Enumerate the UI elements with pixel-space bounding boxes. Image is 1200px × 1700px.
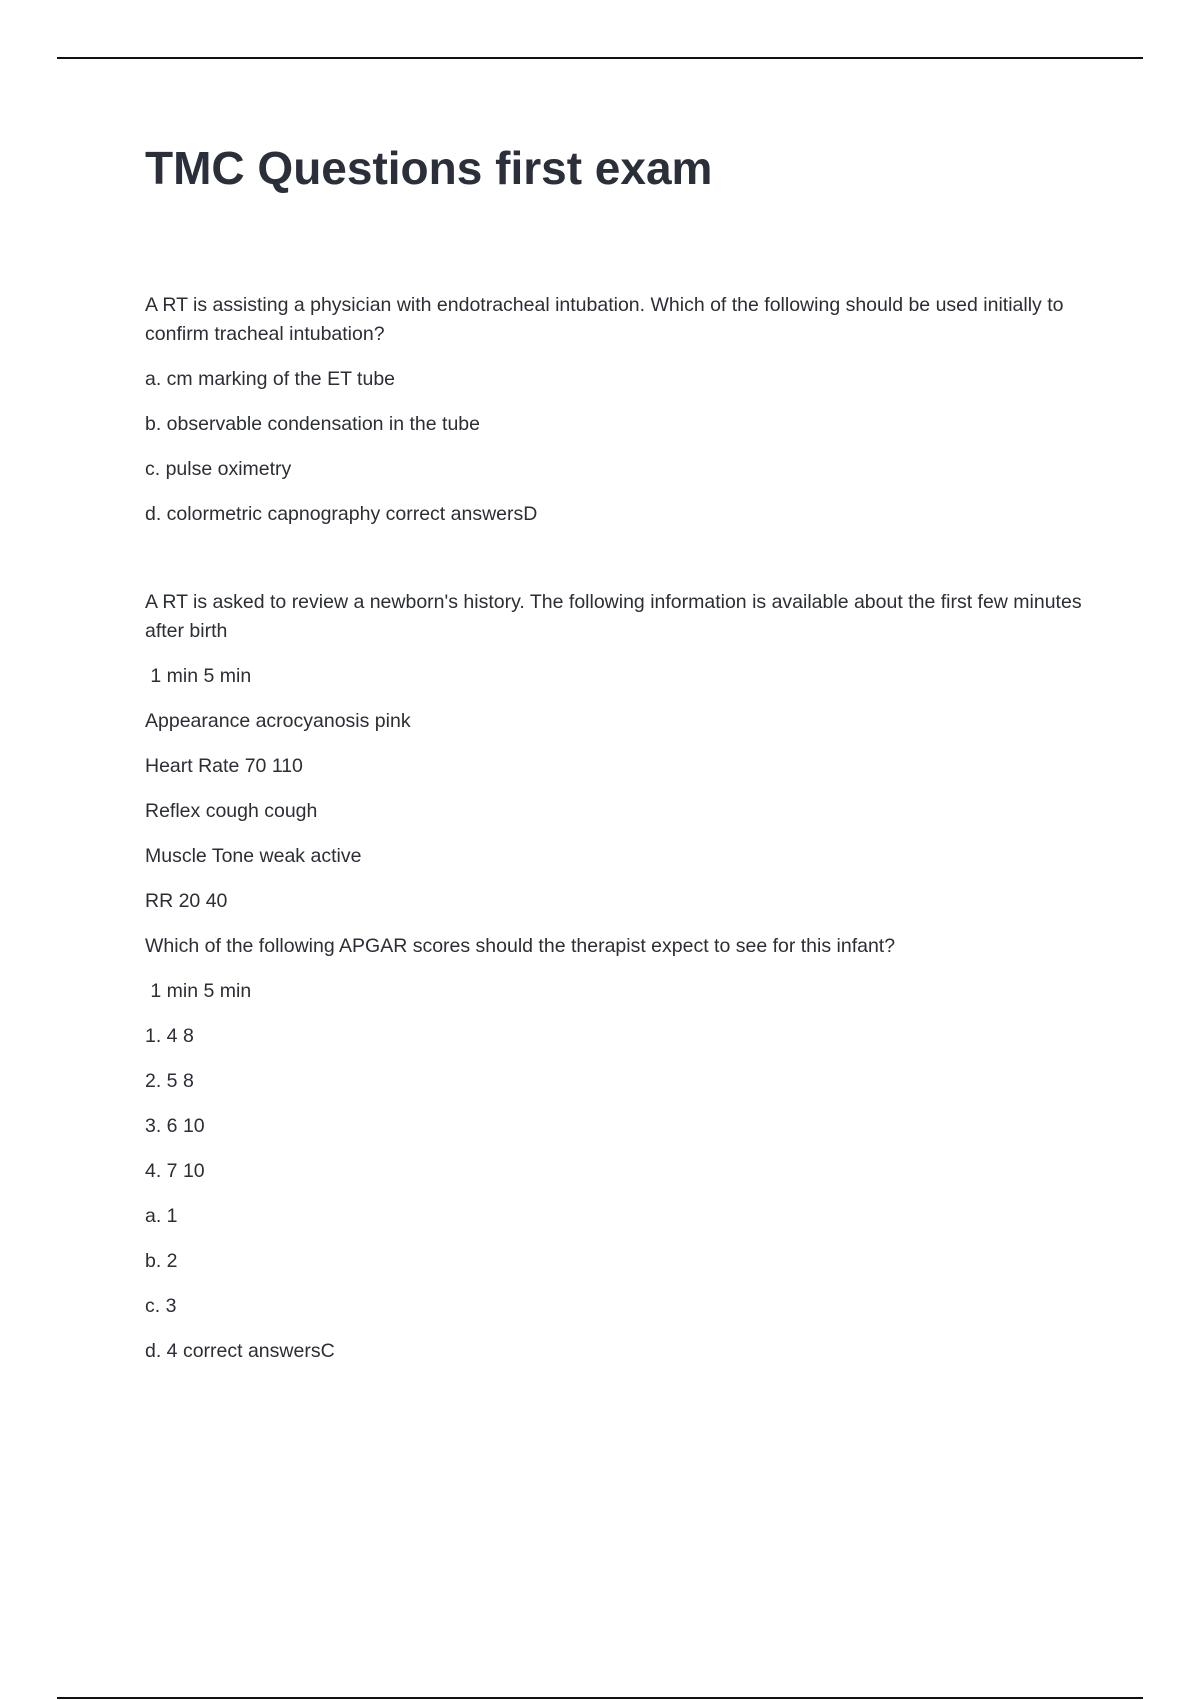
question-2-row-appearance: Appearance acrocyanosis pink [145,710,411,732]
question-1-option-c: c. pulse oximetry [145,458,292,480]
question-1-option-a: a. cm marking of the ET tube [145,368,396,390]
question-2-option-a: a. 1 [145,1205,178,1227]
bottom-rule [57,1697,1143,1699]
question-2-row-reflex: Reflex cough cough [145,800,318,822]
question-spacer [145,545,1095,588]
question-2-option-d: d. 4 correct answersC [145,1340,335,1362]
question-1-stem: A RT is assisting a physician with endotracheal intubation. Which of the following should be used initially to confirm tracheal intubation? [145,294,1064,345]
question-2-row-muscle-tone: Muscle Tone weak active [145,845,362,867]
question-2-stem: A RT is asked to review a newborn's history. The following information is available about the first few minutes after birth [145,591,1082,642]
question-1-option-b: b. observable condensation in the tube [145,413,480,435]
question-2-prompt: Which of the following APGAR scores should the therapist expect to see for this infant? [145,935,896,957]
question-1-option-d: d. colormetric capnography correct answersD [145,503,538,525]
question-2-choice-3: 3. 6 10 [145,1115,205,1137]
question-2-choice-4: 4. 7 10 [145,1160,205,1182]
question-2-choice-1: 1. 4 8 [145,1025,194,1047]
question-2-option-c: c. 3 [145,1295,177,1317]
question-2-option-b: b. 2 [145,1250,178,1272]
document-body [145,291,1095,1382]
top-rule [57,57,1143,59]
question-2-row-rr: RR 20 40 [145,890,228,912]
document-title: TMC Questions first exam [145,142,713,194]
question-2-row-heart-rate: Heart Rate 70 110 [145,755,303,777]
question-2-choices-header: 1 min 5 min [145,980,252,1002]
question-2-choice-2: 2. 5 8 [145,1070,194,1092]
question-2-table-header: 1 min 5 min [145,665,252,687]
